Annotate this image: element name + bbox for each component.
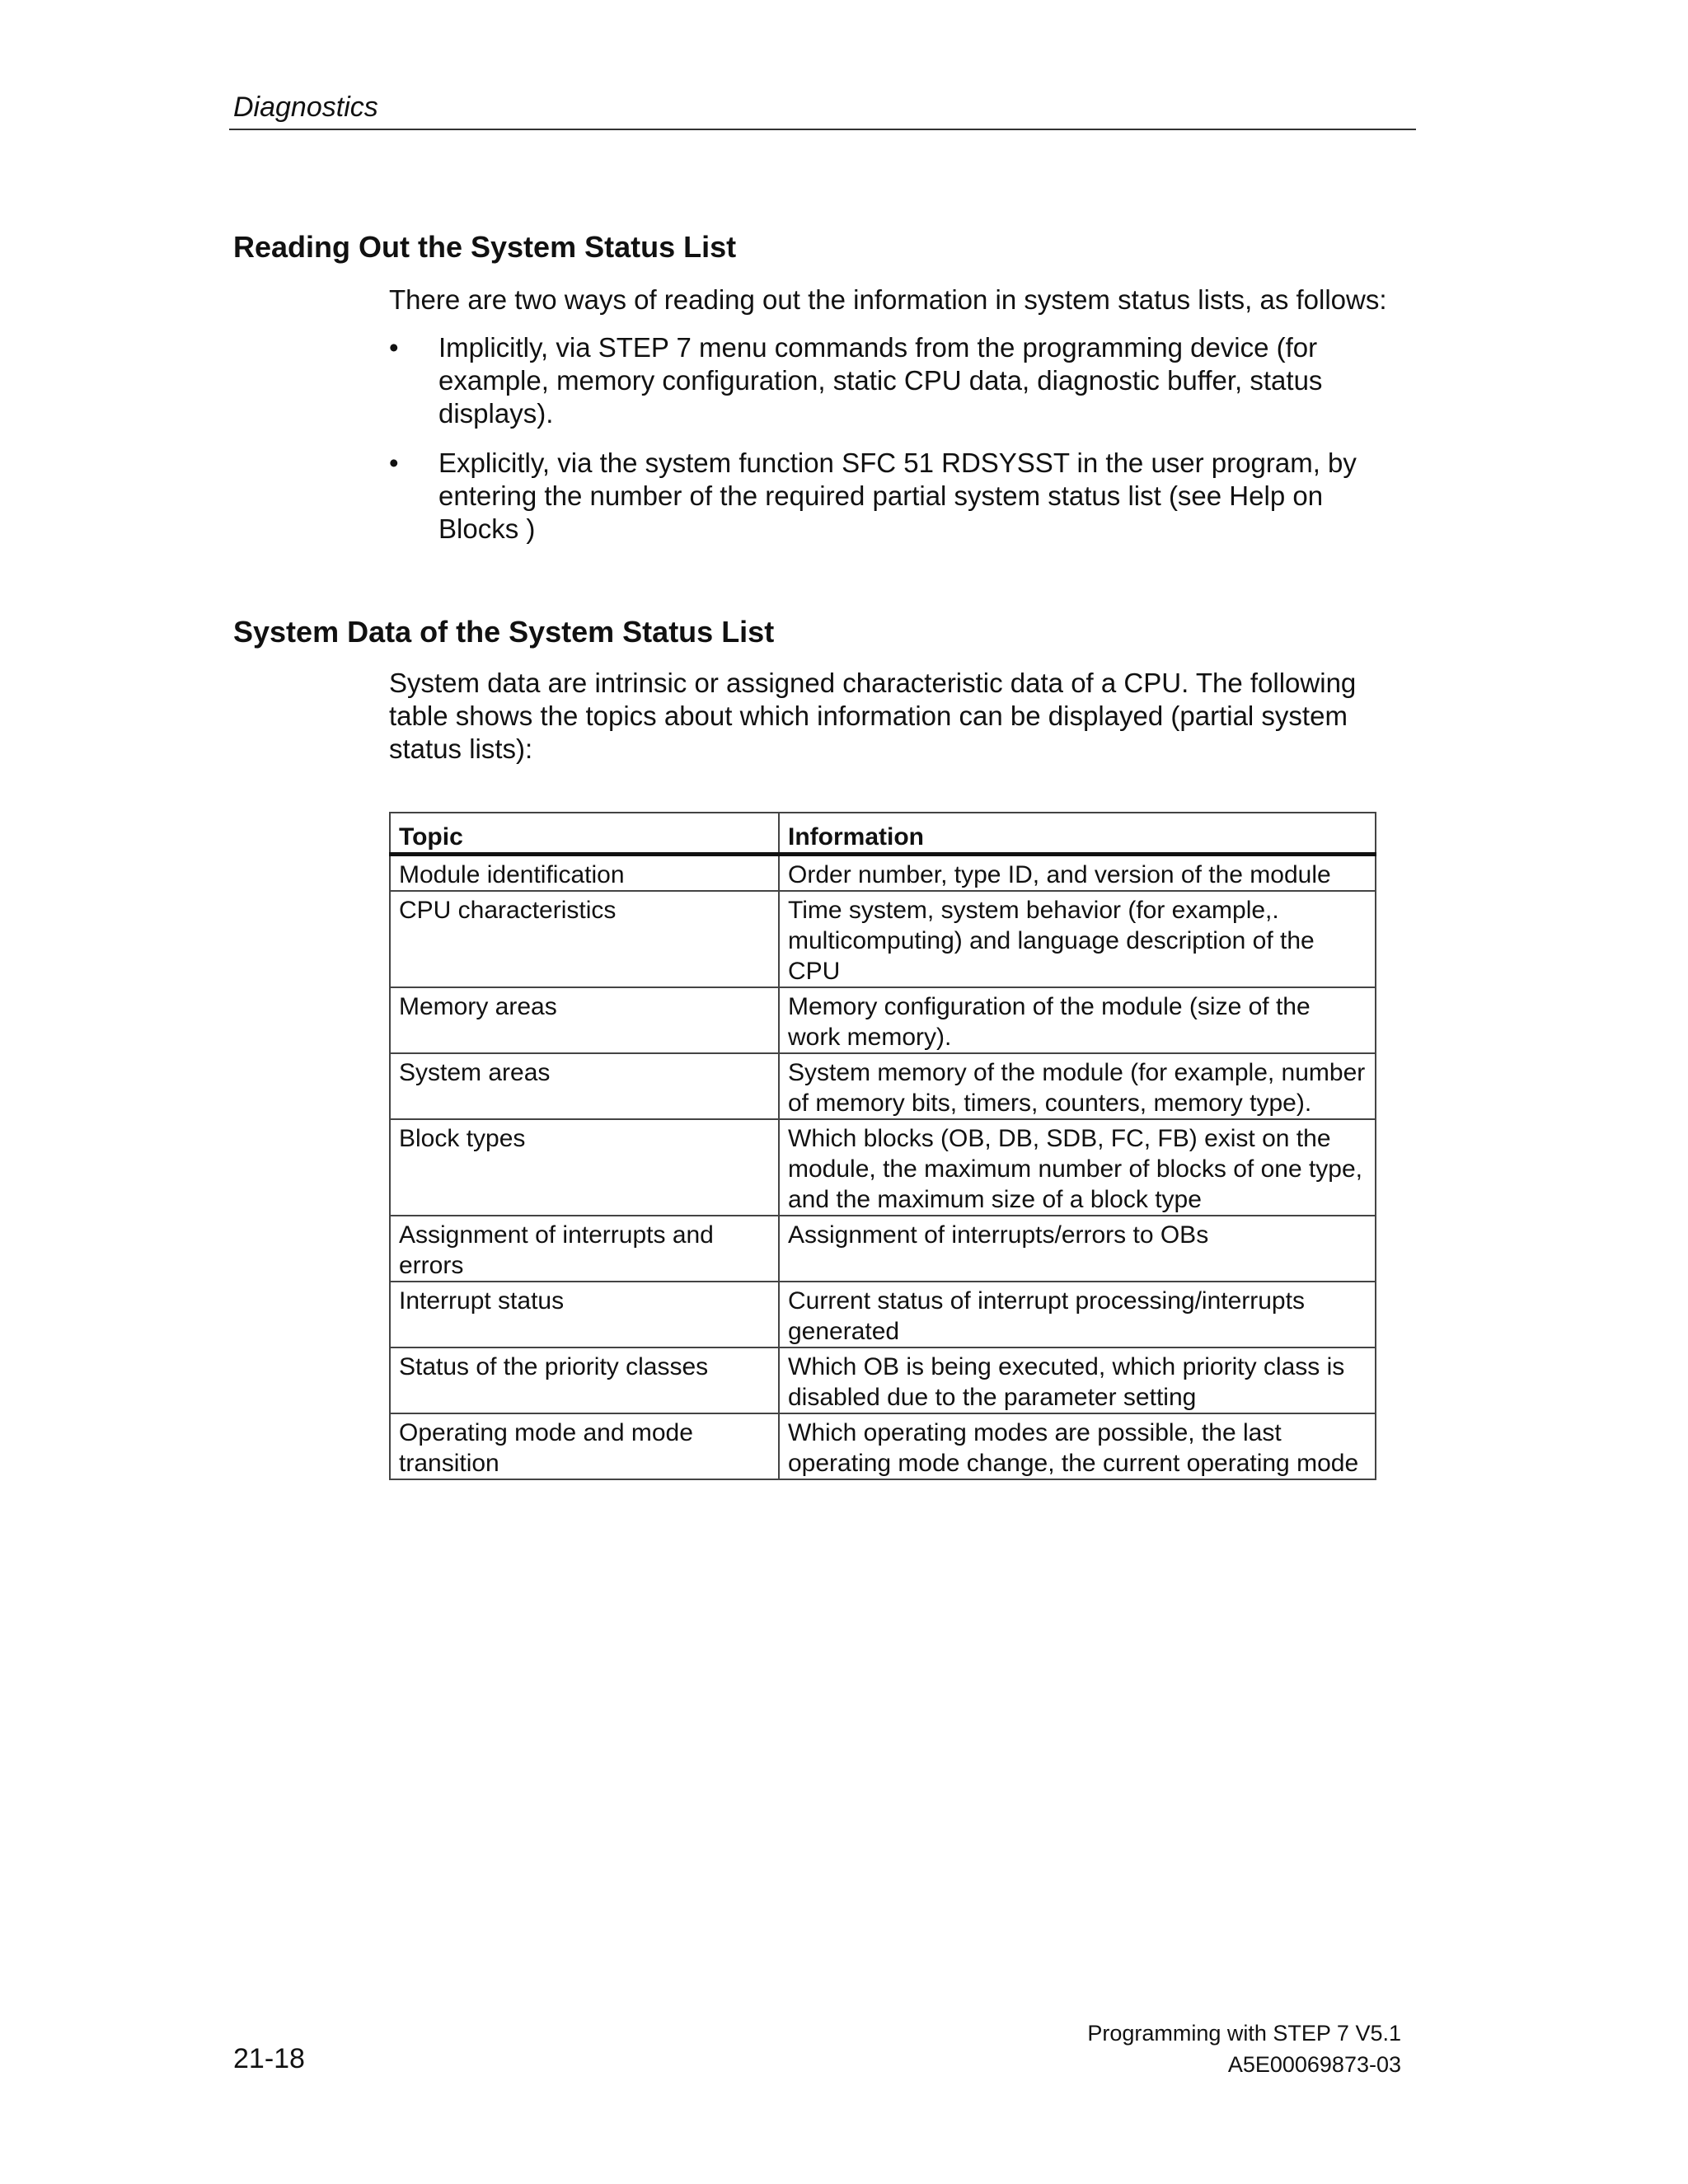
column-header-topic: Topic	[390, 813, 779, 855]
table-cell-topic: Block types	[390, 1119, 779, 1216]
footer-manual-info	[1087, 2018, 1401, 2080]
table-cell-information: Assignment of interrupts/errors to OBs	[779, 1216, 1376, 1282]
system-status-table	[389, 812, 1376, 1480]
table-cell-topic: System areas	[390, 1053, 779, 1119]
manual-title: Programming with STEP 7 V5.1	[1087, 2021, 1401, 2046]
table-cell-information: Memory configuration of the module (size of the work memory).	[779, 987, 1376, 1053]
table-cell-information: Which operating modes are possible, the last operating mode change, the current operating mode	[779, 1413, 1376, 1479]
bullet-text: Explicitly, via the system function SFC 51 RDSYSST in the user program, by entering the number of the required partial system status list (see Help on Blocks )	[438, 448, 1357, 544]
section2-intro: System data are intrinsic or assigned characteristic data of a CPU. The following table shows the topics about which information can be displayed (partial system status lists):	[389, 668, 1357, 764]
running-header: Diagnostics	[233, 91, 378, 123]
table-cell-information: Time system, system behavior (for example,. multicomputing) and language description of the CPU	[779, 891, 1376, 987]
section-heading-reading-out: Reading Out the System Status List	[233, 230, 737, 264]
table-cell-topic: Assignment of interrupts and errors	[390, 1216, 779, 1282]
table-row	[390, 1282, 1376, 1347]
table-cell-topic: CPU characteristics	[390, 891, 779, 987]
table-cell-information: Order number, type ID, and version of the module	[779, 855, 1376, 892]
table-row	[390, 855, 1376, 892]
bullet-symbol: •	[389, 332, 399, 363]
table-cell-information: Which OB is being executed, which priority class is disabled due to the parameter setting	[779, 1347, 1376, 1413]
page-number: 21-18	[233, 2043, 305, 2074]
header-rule	[229, 129, 1416, 130]
table-cell-topic: Interrupt status	[390, 1282, 779, 1347]
section-heading-system-data: System Data of the System Status List	[233, 615, 775, 649]
table-cell-topic: Module identification	[390, 855, 779, 892]
bullet-item-implicit	[389, 331, 1386, 430]
bullet-symbol: •	[389, 448, 399, 478]
bullet-text: Implicitly, via STEP 7 menu commands from the programming device (for example, memory configuration, static CPU data, diagnostic buffer, status displays).	[438, 332, 1323, 429]
table-row	[390, 1347, 1376, 1413]
table-row	[390, 1053, 1376, 1119]
bullet-list	[389, 331, 1419, 562]
table-header-row	[390, 813, 1376, 855]
table-row	[390, 987, 1376, 1053]
table-row	[390, 891, 1376, 987]
table-cell-topic: Memory areas	[390, 987, 779, 1053]
table-row	[390, 1216, 1376, 1282]
column-header-information: Information	[779, 813, 1376, 855]
bullet-item-explicit	[389, 447, 1386, 546]
table-cell-information: System memory of the module (for example, number of memory bits, timers, counters, memory type).	[779, 1053, 1376, 1119]
table-row	[390, 1119, 1376, 1216]
table-cell-information: Current status of interrupt processing/interrupts generated	[779, 1282, 1376, 1347]
table-cell-topic: Status of the priority classes	[390, 1347, 779, 1413]
document-number: A5E00069873-03	[1227, 2052, 1401, 2077]
section1-intro: There are two ways of reading out the information in system status lists, as follows:	[389, 284, 1387, 315]
table-cell-information: Which blocks (OB, DB, SDB, FC, FB) exist on the module, the maximum number of blocks of one type, and the maximum size of a block type	[779, 1119, 1376, 1216]
table-row	[390, 1413, 1376, 1479]
table-cell-topic: Operating mode and mode transition	[390, 1413, 779, 1479]
